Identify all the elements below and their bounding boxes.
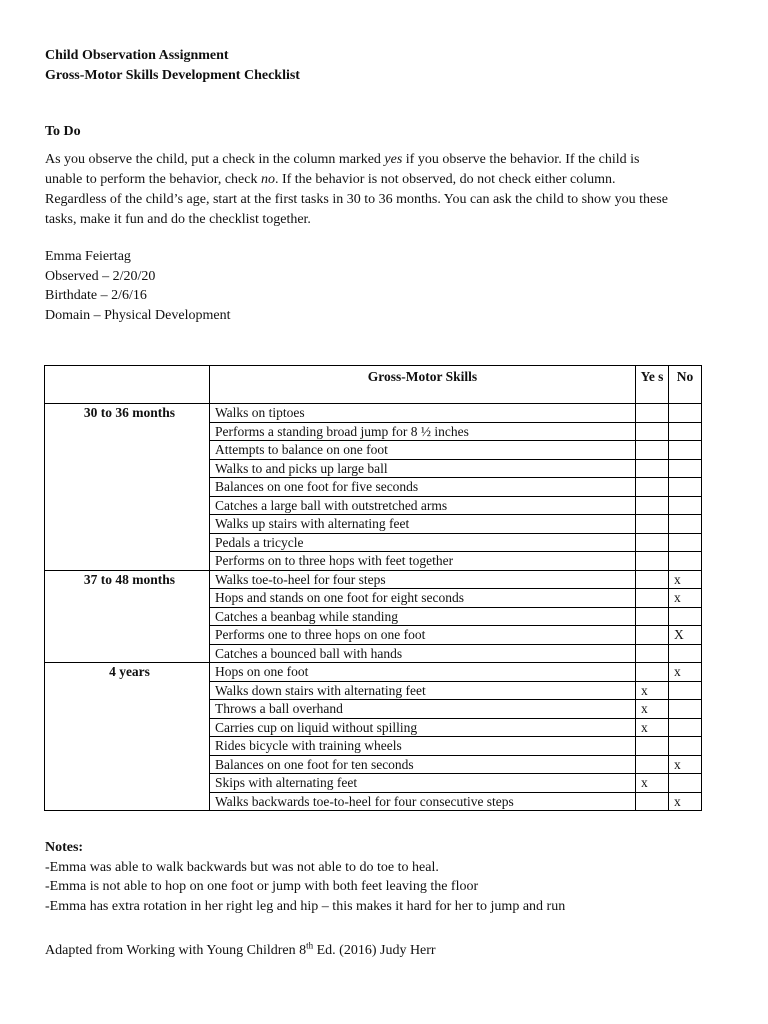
yes-mark-cell: [636, 589, 669, 608]
no-mark-cell: x: [669, 755, 702, 774]
notes-heading: Notes:: [45, 840, 84, 855]
child-info: [45, 247, 230, 325]
table-header-row: [45, 366, 702, 404]
yes-mark-cell: [636, 441, 669, 460]
yes-mark-cell: [636, 570, 669, 589]
yes-mark-cell: x: [636, 700, 669, 719]
skill-cell: Pedals a tricycle: [210, 533, 636, 552]
instructions-line-3: Regardless of the child’s age, start at the first tasks in 30 to 36 months. You can ask the child to show you these: [45, 192, 668, 207]
skill-cell: Skips with alternating feet: [210, 774, 636, 793]
credit-text: Ed. (2016) Judy Herr: [313, 943, 436, 958]
yes-mark-cell: [636, 792, 669, 811]
yes-mark-cell: [636, 737, 669, 756]
skill-cell: Walks to and picks up large ball: [210, 459, 636, 478]
skill-cell: Catches a bounced ball with hands: [210, 644, 636, 663]
yes-mark-cell: [636, 644, 669, 663]
instructions-text: . If the behavior is not observed, do not check either column.: [274, 172, 616, 187]
yes-mark-cell: [636, 404, 669, 423]
no-mark-cell: [669, 644, 702, 663]
observed-date: Observed – 2/20/20: [45, 268, 156, 284]
no-mark-cell: x: [669, 663, 702, 682]
skill-cell: Balances on one foot for five seconds: [210, 478, 636, 497]
skill-cell: Rides bicycle with training wheels: [210, 737, 636, 756]
no-mark-cell: [669, 533, 702, 552]
no-mark-cell: [669, 700, 702, 719]
no-mark-cell: [669, 441, 702, 460]
skills-checklist-table: [44, 365, 702, 811]
note-item: -Emma is not able to hop on one foot or jump with both feet leaving the floor: [45, 879, 479, 894]
source-credit: [45, 941, 436, 961]
domain-line: Domain – Physical Development: [45, 307, 231, 323]
todo-heading: To Do: [45, 124, 81, 139]
skill-cell: Balances on one foot for ten seconds: [210, 755, 636, 774]
instructions-paragraph: [45, 150, 735, 230]
birth-date: Birthdate – 2/6/16: [45, 288, 147, 303]
table-row: [45, 663, 702, 682]
skill-cell: Walks backwards toe-to-heel for four consecutive steps: [210, 792, 636, 811]
skill-cell: Walks down stairs with alternating feet: [210, 681, 636, 700]
instructions-text: As you observe the child, put a check in the column marked: [45, 152, 385, 167]
no-mark-cell: x: [669, 792, 702, 811]
credit-superscript: th: [306, 940, 314, 951]
no-mark-cell: x: [669, 589, 702, 608]
skill-cell: Throws a ball overhand: [210, 700, 636, 719]
no-mark-cell: [669, 718, 702, 737]
instructions-line-1: [45, 150, 735, 170]
yes-mark-cell: [636, 478, 669, 497]
note-item: -Emma was able to walk backwards but was not able to do toe to heal.: [45, 859, 439, 875]
skill-cell: Performs one to three hops on one foot: [210, 626, 636, 645]
skill-cell: Walks on tiptoes: [210, 404, 636, 423]
age-column-header: [45, 366, 210, 404]
table-row: [45, 570, 702, 589]
yes-mark-cell: [636, 607, 669, 626]
skill-cell: Carries cup on liquid without spilling: [210, 718, 636, 737]
no-mark-cell: [669, 478, 702, 497]
yes-mark-cell: [636, 515, 669, 534]
child-name: Emma Feiertag: [45, 249, 131, 264]
table-body: [45, 404, 702, 811]
skill-cell: Performs on to three hops with feet together: [210, 552, 636, 571]
instructions-line-4: tasks, make it fun and do the checklist together.: [45, 212, 311, 227]
age-group-cell: 37 to 48 months: [45, 570, 210, 663]
yes-mark-cell: x: [636, 774, 669, 793]
skill-cell: Catches a beanbag while standing: [210, 607, 636, 626]
skill-cell: Hops on one foot: [210, 663, 636, 682]
no-column-header: No: [669, 366, 702, 404]
yes-column-header: Ye s: [636, 366, 669, 404]
no-mark-cell: [669, 404, 702, 423]
notes-section: [45, 838, 565, 916]
no-mark-cell: [669, 737, 702, 756]
skills-column-header: Gross-Motor Skills: [210, 366, 636, 404]
no-italic: no: [260, 172, 275, 187]
yes-mark-cell: x: [636, 718, 669, 737]
no-mark-cell: X: [669, 626, 702, 645]
age-group-cell: 30 to 36 months: [45, 404, 210, 571]
yes-mark-cell: x: [636, 681, 669, 700]
no-mark-cell: [669, 552, 702, 571]
yes-mark-cell: [636, 626, 669, 645]
no-mark-cell: [669, 607, 702, 626]
age-group-cell: 4 years: [45, 663, 210, 811]
skill-cell: Walks toe-to-heel for four steps: [210, 570, 636, 589]
skill-cell: Attempts to balance on one foot: [210, 441, 636, 460]
no-mark-cell: [669, 496, 702, 515]
instructions-text: unable to perform the behavior, check: [45, 172, 261, 187]
no-mark-cell: [669, 515, 702, 534]
skill-cell: Walks up stairs with alternating feet: [210, 515, 636, 534]
credit-text: Adapted from Working with Young Children 8: [45, 943, 307, 958]
yes-mark-cell: [636, 422, 669, 441]
yes-mark-cell: [636, 663, 669, 682]
skill-cell: Performs a standing broad jump for 8 ½ inches: [210, 422, 636, 441]
skill-cell: Catches a large ball with outstretched arms: [210, 496, 636, 515]
yes-italic: yes: [384, 152, 403, 167]
table-row: [45, 404, 702, 423]
no-mark-cell: x: [669, 570, 702, 589]
note-item: -Emma has extra rotation in her right leg and hip – this makes it hard for her to jump and run: [45, 898, 566, 914]
yes-mark-cell: [636, 755, 669, 774]
yes-mark-cell: [636, 533, 669, 552]
instructions-line-2: [45, 170, 735, 190]
document-header: [45, 46, 300, 85]
assignment-title: Child Observation Assignment: [45, 48, 229, 63]
no-mark-cell: [669, 459, 702, 478]
no-mark-cell: [669, 422, 702, 441]
yes-mark-cell: [636, 496, 669, 515]
checklist-title: Gross-Motor Skills Development Checklist: [45, 67, 300, 83]
no-mark-cell: [669, 774, 702, 793]
yes-mark-cell: [636, 552, 669, 571]
instructions-text: if you observe the behavior. If the child is: [402, 152, 640, 167]
yes-mark-cell: [636, 459, 669, 478]
no-mark-cell: [669, 681, 702, 700]
skill-cell: Hops and stands on one foot for eight seconds: [210, 589, 636, 608]
